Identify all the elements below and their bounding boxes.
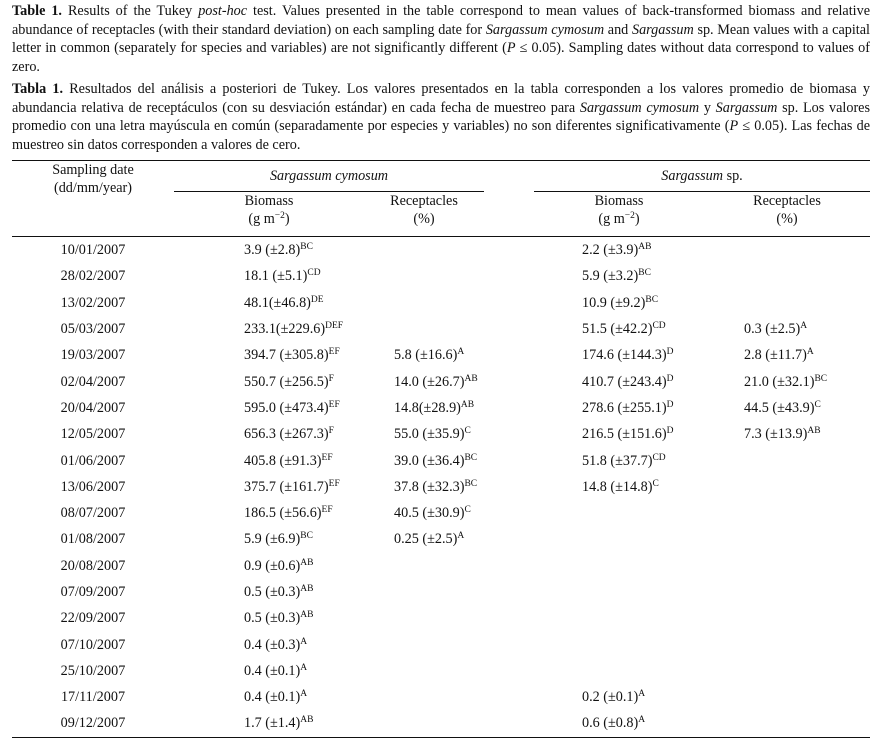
caption-es-text: y <box>699 99 716 116</box>
receptacles-cymosum-cell <box>364 579 484 605</box>
caption-en-italic: post-hoc <box>198 3 248 19</box>
tukey-group-letters: CD <box>307 268 321 279</box>
cell-value: 0.9 (±0.6) <box>244 557 301 574</box>
biomass-cymosum-cell <box>174 684 364 710</box>
cell-value: 44.5 (±43.9) <box>744 399 815 416</box>
tukey-group-letters: BC <box>814 373 828 384</box>
cell-value: 233.1(±229.6) <box>244 321 326 338</box>
biomass-sp-cell <box>534 658 704 684</box>
table-row <box>12 447 870 473</box>
tukey-group-letters: AB <box>300 557 314 568</box>
table-row <box>12 710 870 737</box>
tukey-group-letters: A <box>806 347 814 358</box>
tukey-group-letters: A <box>638 689 646 700</box>
group-gap <box>484 579 534 605</box>
tukey-group-letters: AB <box>464 373 478 384</box>
cell-value: 3.9 (±2.8) <box>244 242 301 259</box>
table-row <box>12 605 870 631</box>
cell-value: 5.9 (±3.2) <box>582 268 639 285</box>
group-gap <box>484 161 534 192</box>
caption-en-text: test. Values presented in the table correspond to mean values of back-transformed biomass and relative abundance of receptacles (with their standard deviation) on each sampling date for <box>12 3 870 38</box>
biomass-cymosum-cell <box>174 526 364 552</box>
caption-es-species: Sargassum <box>715 99 778 116</box>
column-header-receptacles-cymosum <box>364 192 484 237</box>
biomass-sp-cell <box>534 290 704 316</box>
group-gap <box>484 316 534 342</box>
sampling-date-cell: 19/03/2007 <box>60 347 126 364</box>
caption-english <box>12 2 870 76</box>
receptacles-sp-cell <box>704 500 870 526</box>
cell-value: 0.4 (±0.1) <box>244 689 301 706</box>
tukey-group-letters: A <box>638 715 646 726</box>
table-row <box>12 395 870 421</box>
biomass-cymosum-cell <box>174 342 364 368</box>
caption-es-species: Sargassum cymosum <box>579 99 700 116</box>
receptacles-cymosum-cell <box>364 605 484 631</box>
caption-en-text: ≤ 0.05). Sampling dates without data correspond to values of zero. <box>12 40 870 75</box>
tukey-group-letters: AB <box>300 715 314 726</box>
receptacles-sp-cell <box>704 316 870 342</box>
tukey-group-letters: C <box>464 426 471 437</box>
tukey-group-letters: BC <box>464 452 478 463</box>
tukey-group-letters: A <box>300 662 308 673</box>
cell-value: 5.8 (±16.6) <box>394 347 458 364</box>
caption-es-text: sp. Los valores promedio con una letra mayúscula en común (separadamente por especies y variables) no son diferentes significativamente ( <box>12 99 870 135</box>
sampling-date-cell: 01/06/2007 <box>60 452 126 469</box>
group-header-sargassum-cymosum <box>174 161 484 192</box>
group-gap <box>484 263 534 289</box>
receptacles-unit: (%) <box>413 211 435 227</box>
cell-value: 656.3 (±267.3) <box>244 426 329 443</box>
tukey-group-letters: EF <box>321 452 333 463</box>
sampling-date-cell: 22/09/2007 <box>60 610 126 627</box>
sampling-date-cell: 10/01/2007 <box>60 242 126 259</box>
group-gap <box>484 500 534 526</box>
sampling-date-cell: 13/02/2007 <box>60 294 126 311</box>
tukey-group-letters: D <box>666 347 674 358</box>
biomass-unit <box>174 210 364 228</box>
tukey-group-letters: BC <box>300 531 313 542</box>
group-gap <box>484 368 534 394</box>
group-gap <box>484 526 534 552</box>
cell-value: 550.7 (±256.5) <box>244 373 329 390</box>
tukey-group-letters: EF <box>328 478 340 489</box>
biomass-cymosum-cell <box>174 474 364 500</box>
cell-value: 394.7 (±305.8) <box>244 347 329 364</box>
receptacles-cymosum-cell <box>364 237 484 264</box>
biomass-sp-cell <box>534 474 704 500</box>
unit-exponent: −2 <box>624 211 635 221</box>
biomass-sp-cell <box>534 579 704 605</box>
cell-value: 2.8 (±11.7) <box>744 347 807 364</box>
table-head <box>12 161 870 237</box>
group-gap <box>484 395 534 421</box>
biomass-sp-cell <box>534 342 704 368</box>
caption-es-text: ≤ 0.05). Las fechas de muestreo sin datos corresponden a valores de cero. <box>12 118 870 153</box>
sampling-date-cell: 01/08/2007 <box>60 531 126 548</box>
biomass-cymosum-cell <box>174 500 364 526</box>
table-row <box>12 474 870 500</box>
receptacles-sp-cell <box>704 290 870 316</box>
biomass-cymosum-cell <box>174 553 364 579</box>
sampling-date-cell: 02/04/2007 <box>60 373 126 390</box>
sampling-date-cell: 07/10/2007 <box>60 636 126 653</box>
sampling-date-cell: 08/07/2007 <box>60 505 126 522</box>
group-gap <box>484 192 534 237</box>
cell-value: 10.9 (±9.2) <box>582 294 646 311</box>
receptacles-cymosum-cell <box>364 290 484 316</box>
receptacles-label: Receptacles <box>390 193 458 209</box>
tukey-group-letters: CD <box>652 452 666 463</box>
tukey-group-letters: A <box>300 689 308 700</box>
tukey-group-letters: DEF <box>325 321 344 332</box>
tukey-group-letters: F <box>328 426 334 437</box>
group-gap <box>484 658 534 684</box>
caption-es-text: Resultados del análisis a posteriori de Tukey. Los valores presentados en la tabla corresponden a los valores promedio de biomasa y abundancia relativa de receptáculos (con su desviación estándar) en cada fecha de muestreo para <box>12 81 871 116</box>
tukey-group-letters: AB <box>460 399 475 410</box>
biomass-label: Biomass <box>594 193 644 209</box>
receptacles-sp-cell <box>704 474 870 500</box>
receptacles-sp-cell <box>704 579 870 605</box>
sampling-date-cell: 05/03/2007 <box>60 321 126 338</box>
tukey-group-letters: A <box>457 531 465 542</box>
table-row <box>12 316 870 342</box>
receptacles-sp-cell <box>704 710 870 737</box>
tukey-group-letters: EF <box>328 399 340 410</box>
cell-value: 0.3 (±2.5) <box>744 321 801 338</box>
receptacles-cymosum-cell <box>364 368 484 394</box>
group-header-sargassum-sp <box>534 161 870 192</box>
sampling-date-cell: 17/11/2007 <box>60 689 126 706</box>
caption-en-text: Results of the Tukey <box>61 3 199 19</box>
group1-species: Sargassum cymosum <box>269 168 389 184</box>
biomass-sp-cell <box>534 237 704 264</box>
unit-suffix: ) <box>634 211 640 227</box>
receptacles-cymosum-cell <box>364 553 484 579</box>
cell-value: 0.6 (±0.8) <box>582 715 639 732</box>
cell-value: 375.7 (±161.7) <box>244 478 329 495</box>
cell-value: 405.8 (±91.3) <box>244 452 322 469</box>
group-gap <box>484 474 534 500</box>
biomass-sp-cell <box>534 605 704 631</box>
tukey-group-letters: AB <box>807 426 821 437</box>
table-row <box>12 290 870 316</box>
biomass-sp-cell <box>534 631 704 657</box>
cell-value: 37.8 (±32.3) <box>394 478 465 495</box>
tukey-group-letters: A <box>457 347 465 358</box>
table-row <box>12 342 870 368</box>
group-gap <box>484 447 534 473</box>
biomass-sp-cell <box>534 421 704 447</box>
biomass-cymosum-cell <box>174 631 364 657</box>
caption-en-species: Sargassum cymosum <box>485 21 605 38</box>
tukey-group-letters: A <box>300 636 308 647</box>
cell-value: 14.8 (±14.8) <box>582 478 653 495</box>
tukey-group-letters: AB <box>300 610 314 621</box>
biomass-sp-cell <box>534 368 704 394</box>
cell-value: 0.4 (±0.1) <box>244 662 301 679</box>
unit-suffix: ) <box>284 211 290 227</box>
caption-es-label: Tabla 1. <box>12 81 64 97</box>
receptacles-unit: (%) <box>776 211 798 227</box>
receptacles-sp-cell <box>704 684 870 710</box>
biomass-sp-cell <box>534 263 704 289</box>
receptacles-cymosum-cell <box>364 658 484 684</box>
receptacles-sp-cell <box>704 447 870 473</box>
cell-value: 0.2 (±0.1) <box>582 689 639 706</box>
receptacles-cymosum-cell <box>364 684 484 710</box>
table-row <box>12 368 870 394</box>
unit-exponent: −2 <box>274 211 285 221</box>
cell-value: 39.0 (±36.4) <box>394 452 465 469</box>
tukey-group-letters: C <box>464 505 471 516</box>
date-header-line1: Sampling date <box>52 162 134 178</box>
caption-en-p: P <box>506 40 516 57</box>
tukey-group-letters: EF <box>321 505 333 516</box>
receptacles-sp-cell <box>704 342 870 368</box>
receptacles-cymosum-cell <box>364 710 484 737</box>
cell-value: 18.1 (±5.1) <box>244 268 308 285</box>
biomass-cymosum-cell <box>174 368 364 394</box>
biomass-cymosum-cell <box>174 605 364 631</box>
cell-value: 0.5 (±0.3) <box>244 584 301 600</box>
biomass-cymosum-cell <box>174 263 364 289</box>
group-gap <box>484 421 534 447</box>
tukey-group-letters: CD <box>652 321 666 332</box>
receptacles-cymosum-cell <box>364 263 484 289</box>
biomass-sp-cell <box>534 316 704 342</box>
unit-prefix: (g m <box>598 211 625 227</box>
tukey-group-letters: D <box>666 426 674 437</box>
cell-value: 14.0 (±26.7) <box>394 373 465 390</box>
biomass-cymosum-cell <box>174 447 364 473</box>
cell-value: 278.6 (±255.1) <box>582 399 667 416</box>
table-row <box>12 263 870 289</box>
biomass-sp-cell <box>534 684 704 710</box>
table-row <box>12 237 870 264</box>
biomass-sp-cell <box>534 447 704 473</box>
receptacles-cymosum-cell <box>364 474 484 500</box>
biomass-cymosum-cell <box>174 395 364 421</box>
biomass-sp-cell <box>534 500 704 526</box>
receptacles-sp-cell <box>704 605 870 631</box>
table-row <box>12 421 870 447</box>
tukey-group-letters: DE <box>310 294 324 305</box>
sampling-date-cell: 07/09/2007 <box>60 584 126 600</box>
table-row <box>12 500 870 526</box>
tukey-group-letters: AB <box>638 242 652 253</box>
group-gap <box>484 710 534 737</box>
sampling-date-cell: 20/08/2007 <box>60 557 126 574</box>
tukey-group-letters: BC <box>300 242 313 253</box>
cell-value: 1.7 (±1.4) <box>244 715 301 732</box>
group-gap <box>484 631 534 657</box>
table-body <box>12 237 870 738</box>
cell-value: 5.9 (±6.9) <box>244 531 301 548</box>
biomass-cymosum-cell <box>174 658 364 684</box>
table-row <box>12 658 870 684</box>
column-header-receptacles-sp <box>704 192 870 237</box>
receptacles-cymosum-cell <box>364 316 484 342</box>
receptacles-cymosum-cell <box>364 500 484 526</box>
cell-value: 55.0 (±35.9) <box>394 426 465 443</box>
column-header-biomass-sp <box>534 192 704 237</box>
caption-en-text: sp. Mean values with a capital letter in common (separately for species and variables) are not significantly different ( <box>12 21 870 57</box>
date-header-line2: (dd/mm/year) <box>53 180 132 196</box>
biomass-cymosum-cell <box>174 579 364 605</box>
sampling-date-cell: 12/05/2007 <box>60 426 126 443</box>
cell-value: 40.5 (±30.9) <box>394 505 465 522</box>
table-row <box>12 579 870 605</box>
tukey-group-letters: A <box>800 321 808 332</box>
table-row <box>12 553 870 579</box>
table-row <box>12 631 870 657</box>
cell-value: 7.3 (±13.9) <box>744 426 808 443</box>
receptacles-sp-cell <box>704 631 870 657</box>
cell-value: 174.6 (±144.3) <box>582 347 667 364</box>
caption-en-text: and <box>604 21 632 38</box>
sampling-date-cell: 28/02/2007 <box>60 268 126 285</box>
receptacles-cymosum-cell <box>364 395 484 421</box>
receptacles-sp-cell <box>704 368 870 394</box>
receptacles-cymosum-cell <box>364 526 484 552</box>
receptacles-sp-cell <box>704 421 870 447</box>
tukey-group-letters: C <box>814 399 821 410</box>
cell-value: 0.25 (±2.5) <box>394 531 458 548</box>
group-gap <box>484 553 534 579</box>
cell-value: 14.8(±28.9) <box>394 399 461 416</box>
caption-spanish <box>12 80 870 154</box>
tukey-group-letters: EF <box>328 347 340 358</box>
cell-value: 186.5 (±56.6) <box>244 505 322 522</box>
group2-suffix: sp. <box>723 168 743 184</box>
biomass-cymosum-cell <box>174 316 364 342</box>
receptacles-sp-cell <box>704 395 870 421</box>
biomass-cymosum-cell <box>174 290 364 316</box>
cell-value: 2.2 (±3.9) <box>582 242 639 259</box>
receptacles-sp-cell <box>704 263 870 289</box>
results-table <box>12 160 870 738</box>
sampling-date-cell: 20/04/2007 <box>60 399 126 416</box>
caption-en-label: Table 1. <box>12 3 62 19</box>
cell-value: 21.0 (±32.1) <box>744 373 815 390</box>
biomass-label: Biomass <box>244 193 294 209</box>
biomass-sp-cell <box>534 710 704 737</box>
caption-en-species: Sargassum <box>631 21 694 38</box>
tukey-group-letters: BC <box>638 268 651 279</box>
unit-prefix: (g m <box>248 211 275 227</box>
receptacles-label: Receptacles <box>753 193 821 209</box>
receptacles-sp-cell <box>704 237 870 264</box>
biomass-cymosum-cell <box>174 710 364 737</box>
tukey-group-letters: F <box>328 373 334 384</box>
group2-species: Sargassum <box>661 168 724 184</box>
table-row <box>12 526 870 552</box>
receptacles-cymosum-cell <box>364 421 484 447</box>
biomass-unit <box>534 210 704 228</box>
cell-value: 0.5 (±0.3) <box>244 610 301 627</box>
table-row <box>12 684 870 710</box>
biomass-sp-cell <box>534 395 704 421</box>
tukey-group-letters: C <box>652 478 659 489</box>
group-gap <box>484 342 534 368</box>
receptacles-sp-cell <box>704 658 870 684</box>
receptacles-sp-cell <box>704 526 870 552</box>
tukey-group-letters: D <box>666 399 674 410</box>
receptacles-cymosum-cell <box>364 342 484 368</box>
sampling-date-cell: 25/10/2007 <box>60 662 126 679</box>
sampling-date-cell: 09/12/2007 <box>60 715 126 732</box>
cell-value: 0.4 (±0.3) <box>244 636 301 653</box>
receptacles-sp-cell <box>704 553 870 579</box>
tukey-group-letters: D <box>666 373 674 384</box>
biomass-sp-cell <box>534 553 704 579</box>
receptacles-cymosum-cell <box>364 447 484 473</box>
cell-value: 48.1(±46.8) <box>244 294 311 311</box>
biomass-cymosum-cell <box>174 237 364 264</box>
cell-value: 595.0 (±473.4) <box>244 399 329 416</box>
biomass-sp-cell <box>534 526 704 552</box>
cell-value: 51.5 (±42.2) <box>582 321 653 338</box>
tukey-group-letters: BC <box>645 294 659 305</box>
cell-value: 216.5 (±151.6) <box>582 426 667 443</box>
cell-value: 51.8 (±37.7) <box>582 452 653 469</box>
column-header-biomass-cymosum <box>174 192 364 237</box>
cell-value: 410.7 (±243.4) <box>582 373 667 390</box>
sampling-date-cell: 13/06/2007 <box>60 478 126 495</box>
caption-es-p: P <box>729 118 739 135</box>
group-gap <box>484 684 534 710</box>
tukey-group-letters: AB <box>300 584 314 594</box>
group-gap <box>484 237 534 264</box>
group-gap <box>484 605 534 631</box>
receptacles-cymosum-cell <box>364 631 484 657</box>
tukey-group-letters: BC <box>464 478 478 489</box>
column-header-date <box>12 161 174 237</box>
biomass-cymosum-cell <box>174 421 364 447</box>
group-gap <box>484 290 534 316</box>
